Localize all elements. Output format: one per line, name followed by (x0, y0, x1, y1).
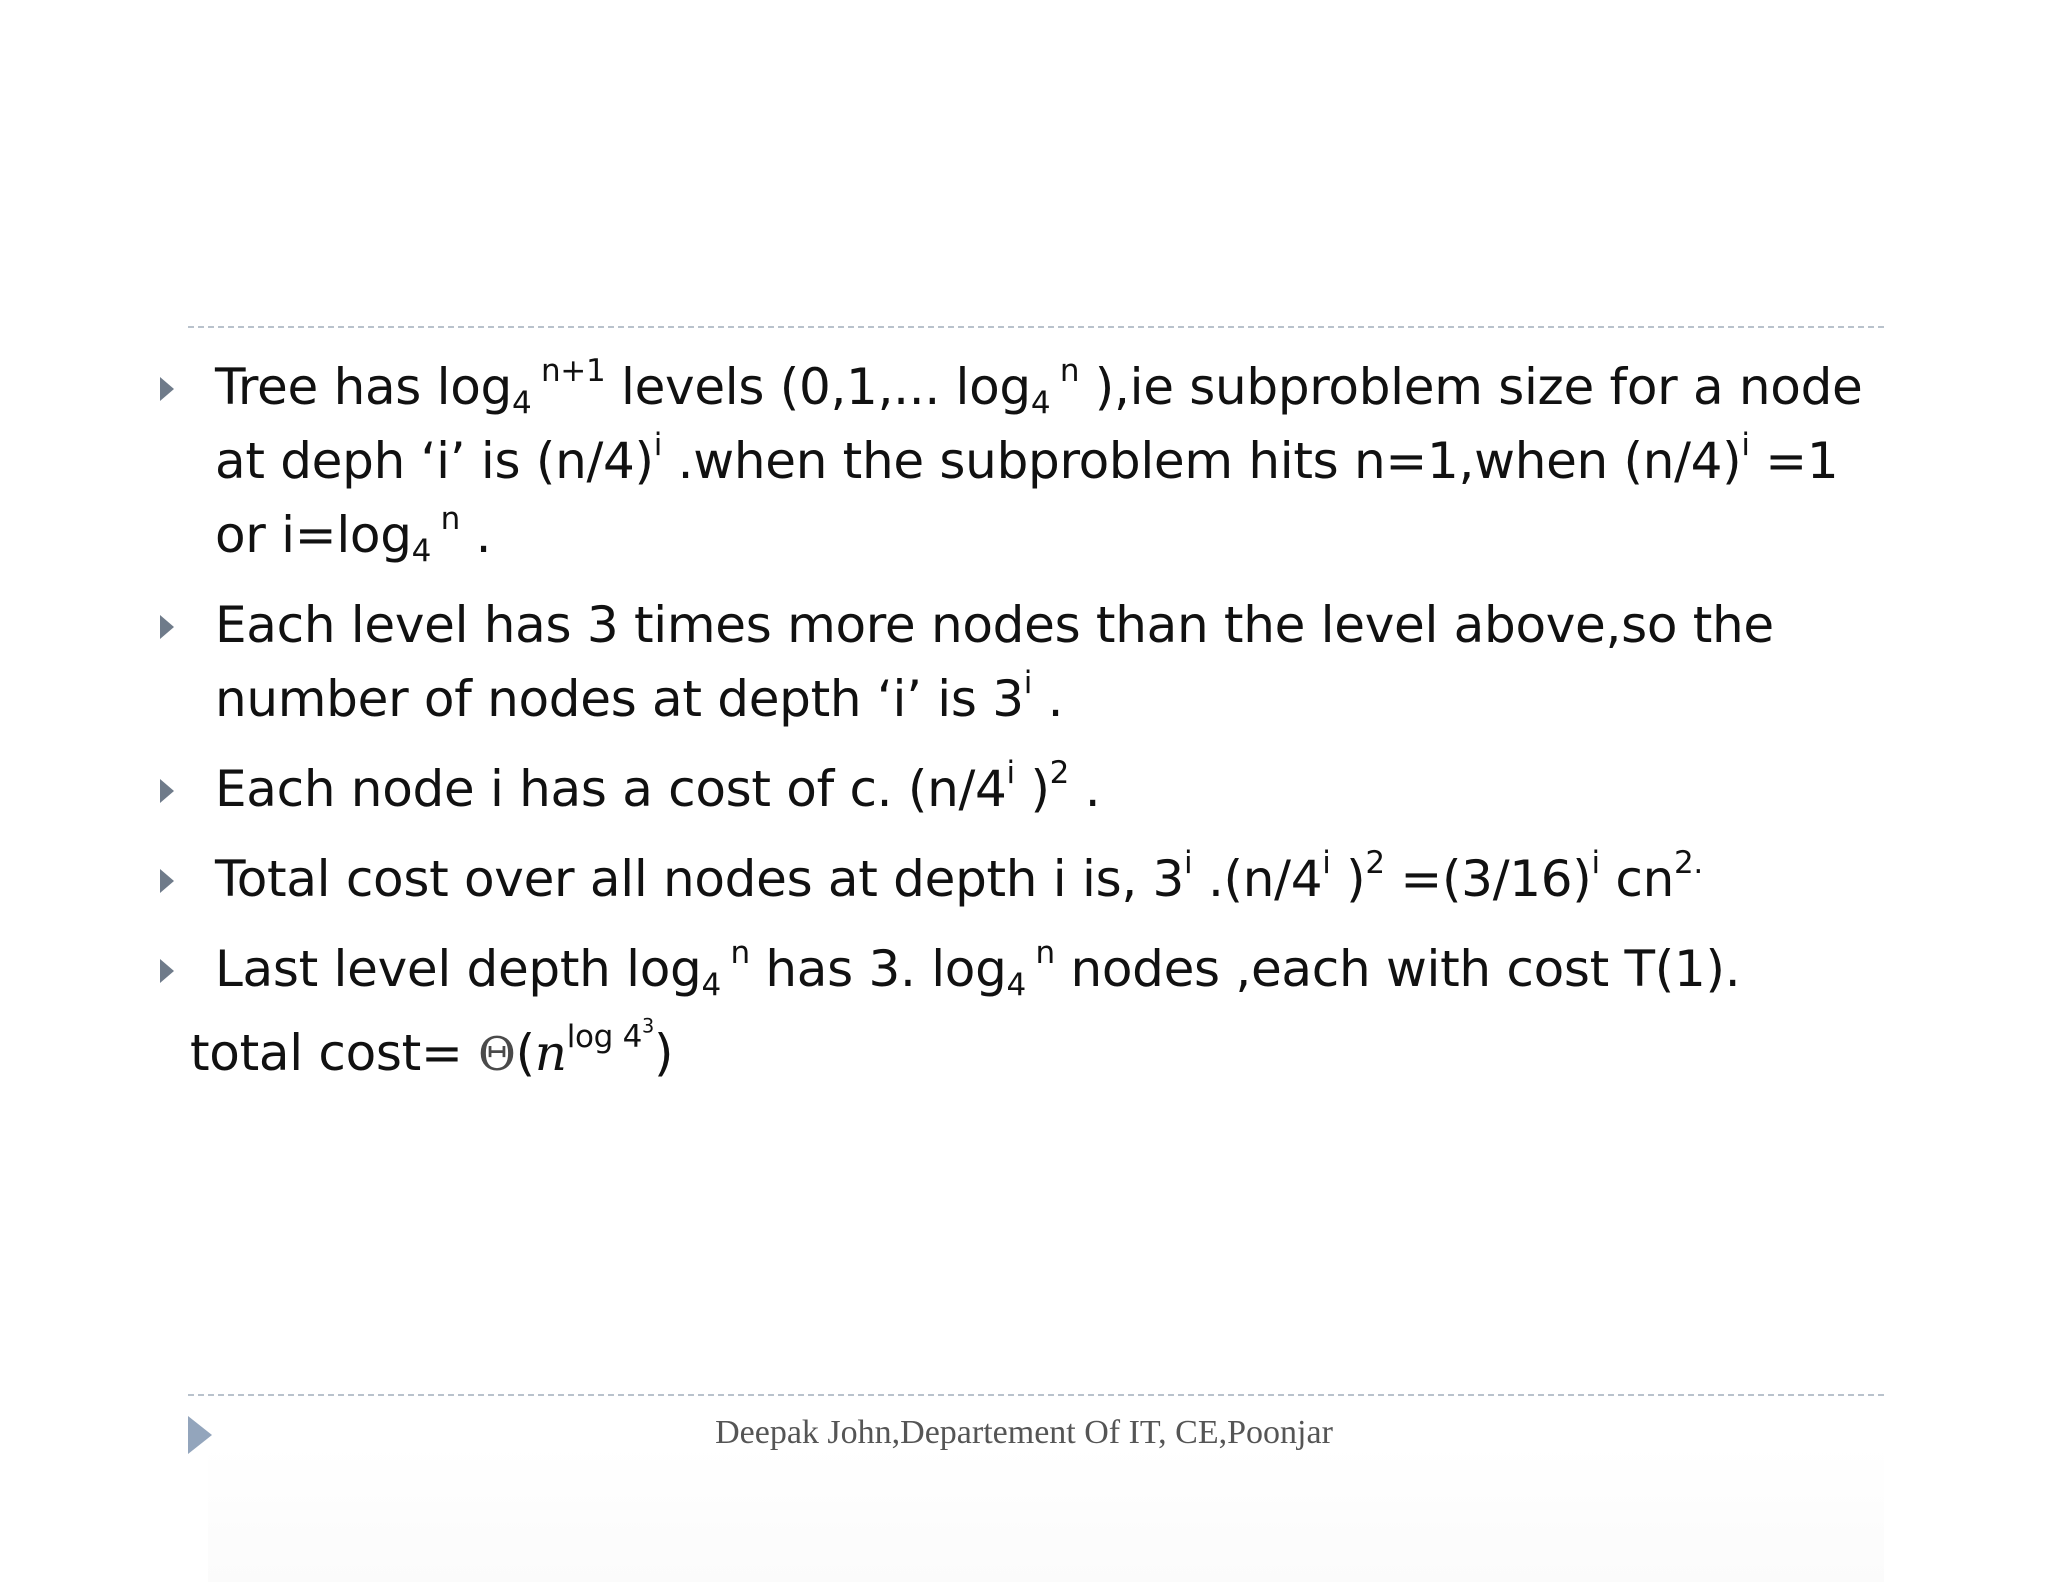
paren-open: ( (515, 1024, 535, 1082)
text: levels (0,1,... log (605, 358, 1031, 416)
footer-credit: Deepak John,Departement Of IT, CE,Poonjar (715, 1414, 1333, 1451)
bottom-divider (188, 1394, 1884, 1396)
superscript: i (1741, 426, 1750, 463)
bullet-line (215, 752, 1915, 826)
superscript: n (1025, 934, 1055, 971)
text: number of nodes at depth ‘i’ is 3 (215, 670, 1024, 728)
subscript: 4 (1006, 967, 1026, 1004)
bullet-item (155, 350, 1915, 572)
exponent-superscript: 3 (642, 1014, 654, 1038)
bullet-line (215, 498, 1915, 572)
subscript: 4 (411, 533, 432, 570)
text: Last level depth log (215, 940, 702, 998)
bullet-line (215, 932, 1915, 1006)
total-cost-label: total cost= (190, 1024, 479, 1082)
bullet-arrow-icon (160, 779, 174, 803)
superscript: i (1023, 664, 1033, 701)
bullet-item (155, 752, 1915, 826)
bullet-arrow-icon (160, 959, 174, 983)
text: ) (1330, 850, 1366, 908)
subscript: 4 (701, 967, 721, 1004)
superscript: n+1 (531, 352, 606, 389)
bullet-line (215, 842, 1915, 916)
text: Each level has 3 times more nodes than the level above,so the (215, 596, 1774, 654)
bullet-item (155, 588, 1915, 736)
superscript: i (1322, 844, 1331, 881)
bullet-item (155, 842, 1915, 916)
text: nodes ,each with cost T(1). (1054, 940, 1741, 998)
top-divider (188, 326, 1884, 328)
bullet-arrow-icon (160, 869, 174, 893)
total-cost-formula (190, 1016, 1915, 1091)
bullet-line (215, 662, 1915, 736)
superscript: i (1006, 754, 1015, 791)
exponent-text: log 4 (566, 1018, 643, 1055)
text: . (460, 506, 492, 564)
text: .(n/4 (1192, 850, 1323, 908)
text: =1 (1749, 432, 1839, 490)
slide-content (155, 350, 1915, 1091)
superscript: i (1591, 844, 1600, 881)
text: has 3. log (749, 940, 1007, 998)
superscript: n (431, 500, 460, 537)
text: . (1032, 670, 1064, 728)
bullet-arrow-icon (160, 615, 174, 639)
text: Tree has log (215, 358, 512, 416)
theta-symbol: Θ (478, 1027, 516, 1081)
exponent (566, 1014, 654, 1055)
bullet-item (155, 932, 1915, 1006)
bullet-line (215, 350, 1915, 424)
bullet-arrow-icon (160, 377, 174, 401)
variable-n: n (534, 1024, 567, 1082)
paren-close: ) (653, 1024, 674, 1082)
bullet-line (215, 424, 1915, 498)
footer-background (208, 1444, 1884, 1582)
text: cn (1599, 850, 1674, 908)
subscript: 4 (1030, 385, 1051, 422)
text: . (1069, 760, 1101, 818)
superscript: i (1184, 844, 1193, 881)
subscript: 4 (511, 385, 532, 422)
text: .when the subproblem hits n=1,when (n/4) (662, 432, 1742, 490)
text: =(3/16) (1384, 850, 1592, 908)
text: or i=log (215, 506, 412, 564)
text: at deph ‘i’ is (n/4) (215, 432, 654, 490)
superscript: n (720, 934, 750, 971)
superscript: 2. (1673, 844, 1703, 881)
text: ),ie subproblem size for a node (1079, 358, 1863, 416)
superscript: i (653, 426, 663, 463)
text: ) (1014, 760, 1050, 818)
superscript: 2 (1049, 754, 1070, 791)
text: Total cost over all nodes at depth i is, 3 (215, 850, 1185, 908)
bullet-line (215, 588, 1915, 662)
text: Each node i has a cost of c. (n/4 (215, 760, 1007, 818)
superscript: 2 (1365, 844, 1385, 881)
superscript: n (1050, 352, 1080, 389)
